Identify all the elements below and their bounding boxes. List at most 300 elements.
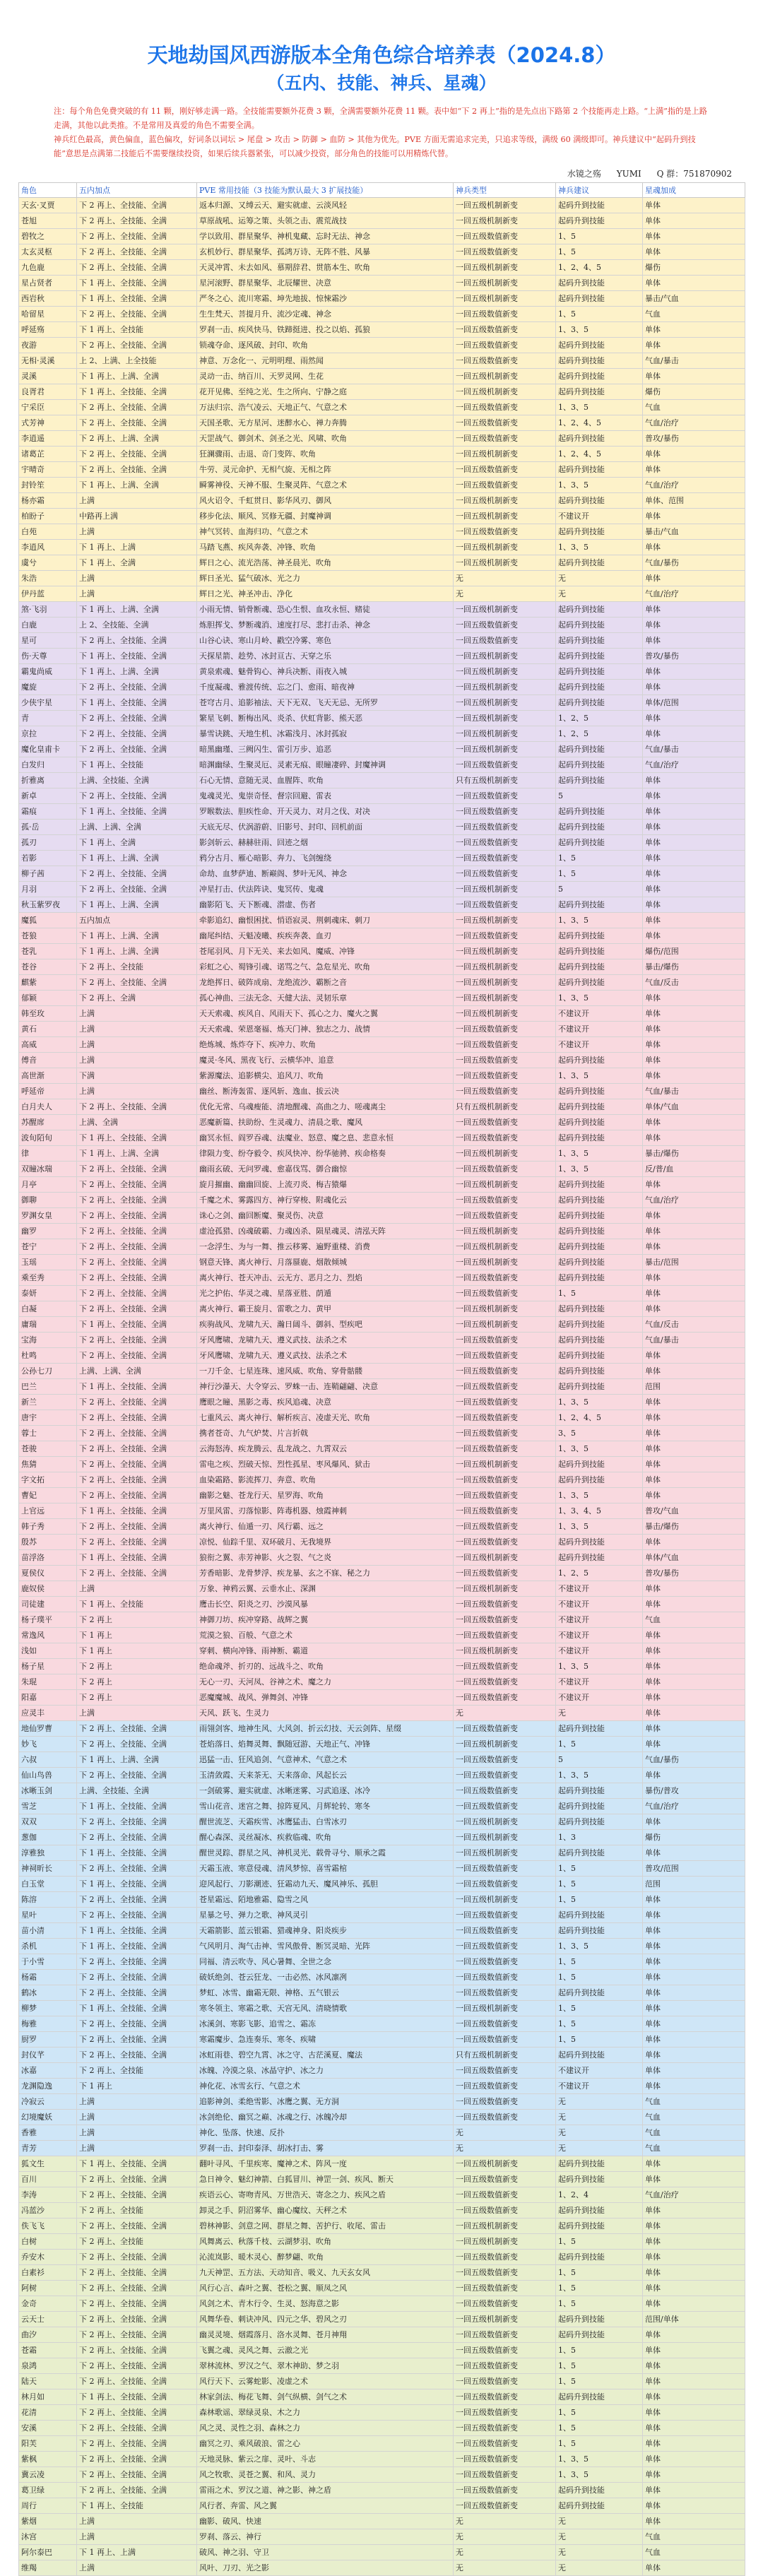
cell-five-inner: 下 1 再上、全技能、全满: [77, 804, 197, 820]
cell-five-inner: 下 1 再上、全满: [77, 835, 197, 851]
cell-weapon-advice: 起码升到技能: [556, 353, 643, 369]
cell-character: 维羯: [19, 2560, 77, 2576]
cell-skills: 神化、坠落、快速、反扑: [197, 2125, 454, 2141]
cell-star-soul: 单体: [643, 1845, 745, 1861]
table-row: [19, 882, 745, 897]
cell-character: 于小雪: [19, 1954, 77, 1970]
cell-weapon-advice: 1、5: [556, 2296, 643, 2312]
cell-skills: 优化无常、乌魂瘦能、清地醒魂、高曲之力、嗟魂离尘: [197, 1099, 454, 1115]
table-row: [19, 2218, 745, 2234]
cell-weapon-advice: 1、2、4、5: [556, 415, 643, 431]
cell-character: 孤刃: [19, 835, 77, 851]
cell-weapon-type: 一回五级数值新变: [454, 462, 556, 478]
cell-skills: 幽丝、断涛轰雷、逐风斩、逸血、拔云决: [197, 1084, 454, 1099]
cell-five-inner: 下 2 再上、全技能、全满: [77, 2016, 197, 2032]
cell-star-soul: 单体: [643, 2079, 745, 2094]
cell-star-soul: 单体: [643, 2467, 745, 2483]
cell-five-inner: 下 1 再上、全技能、全满: [77, 695, 197, 711]
cell-character: 香雅: [19, 2125, 77, 2141]
cell-five-inner: 下 1 再上、上满、全满: [77, 897, 197, 913]
cell-star-soul: 单体: [643, 2389, 745, 2405]
table-row: [19, 400, 745, 415]
cell-star-soul: 单体: [643, 2514, 745, 2529]
cell-star-soul: 单体: [643, 928, 745, 944]
cell-star-soul: 单体: [643, 1364, 745, 1379]
cell-weapon-type: 一回五级机制新变: [454, 1892, 556, 1908]
table-row: [19, 2203, 745, 2218]
note-line: 神兵红色最高，黄色偏血，蓝色偏攻，好词条以词坛 > 尾盘 > 攻击 > 防御 > 血防 > 其他为优先。PVE 方面无需追求完美，只追求等级，满级 60 满级即可。神兵建议中“起码升到技能”意思是点满第二技能后不需要继续投资，如果后续兵器紧张，可以减少投资，部分角色的技能可以用精炼代替。: [54, 135, 696, 158]
cell-weapon-advice: 起码升到技能: [556, 1364, 643, 1379]
cell-character: 阳芙: [19, 2436, 77, 2452]
cell-weapon-advice: 起码升到技能: [556, 897, 643, 913]
cell-five-inner: 下 2 再上、全技能、全满: [77, 2312, 197, 2327]
cell-weapon-advice: 1、5: [556, 2032, 643, 2048]
column-header: 神兵建议: [556, 183, 643, 198]
cell-star-soul: 单体: [643, 198, 745, 213]
cell-weapon-advice: 起码升到技能: [556, 1333, 643, 1348]
cell-weapon-advice: 1、5: [556, 2343, 643, 2358]
cell-weapon-advice: 不建议开: [556, 509, 643, 524]
cell-skills: 苍穹古月、追影袖法、天下无双、飞天无忌、无所罗: [197, 695, 454, 711]
table-row: [19, 1659, 745, 1674]
cell-weapon-type: 一回五级数值新变: [454, 2250, 556, 2265]
cell-weapon-advice: 起码升到技能: [556, 2048, 643, 2063]
table-row: [19, 1814, 745, 1830]
cell-five-inner: 下 2 再上、全技能、全满: [77, 2452, 197, 2467]
cell-five-inner: 下 1 再上、上满: [77, 2545, 197, 2560]
cell-weapon-type: 一回五级数值新变: [454, 1923, 556, 1939]
cell-five-inner: 上 2、全技能、全满: [77, 618, 197, 633]
credit-name: YUMI: [616, 169, 641, 179]
cell-star-soul: 单体: [643, 1395, 745, 1410]
cell-star-soul: 单体: [643, 897, 745, 913]
cell-weapon-type: 无: [454, 2125, 556, 2141]
cell-five-inner: 上满: [77, 1706, 197, 1721]
cell-character: 双瞳冰瑞: [19, 1162, 77, 1177]
cell-weapon-advice: 无: [556, 2529, 643, 2545]
cell-star-soul: 单体: [643, 1659, 745, 1674]
cell-character: 郁颖: [19, 991, 77, 1006]
table-row: [19, 1535, 745, 1550]
cell-star-soul: 单体: [643, 1814, 745, 1830]
cell-skills: 瞬雾神役、天神不服、生聚灵阵、气意之术: [197, 478, 454, 493]
cell-star-soul: 单体: [643, 1923, 745, 1939]
table-row: [19, 2483, 745, 2498]
cell-weapon-type: 一回五级数值新变: [454, 1659, 556, 1674]
cell-five-inner: 上满: [77, 2529, 197, 2545]
cell-five-inner: 下 2 再上、全技能、全满: [77, 1861, 197, 1877]
cell-star-soul: 单体: [643, 1488, 745, 1503]
cell-five-inner: 下 1 再上、上满、全满: [77, 1146, 197, 1162]
cell-star-soul: 单体: [643, 2405, 745, 2421]
cell-weapon-type: 一回五级数值新变: [454, 1597, 556, 1612]
cell-character: 陆天: [19, 2374, 77, 2389]
cell-weapon-advice: 起码升到技能: [556, 1550, 643, 1566]
cell-five-inner: 上满: [77, 524, 197, 540]
cell-character: 李涛: [19, 2187, 77, 2203]
table-row: [19, 1488, 745, 1503]
table-row: [19, 897, 745, 913]
cell-weapon-advice: 起码升到技能: [556, 1908, 643, 1923]
cell-star-soul: 普攻/范围: [643, 1861, 745, 1877]
cell-five-inner: 下 1 再上、上满、全满: [77, 851, 197, 866]
cell-skills: 星河滚野、群星聚华、北辰耀世、决意: [197, 276, 454, 291]
cell-five-inner: 下 2 再上、全技能、全满: [77, 2250, 197, 2265]
cell-weapon-type: 一回五级数值新变: [454, 820, 556, 835]
table-row: [19, 1193, 745, 1208]
cell-character: 霸鬼尚威: [19, 664, 77, 680]
cell-five-inner: 下 1 再上、全技能: [77, 1597, 197, 1612]
cell-weapon-advice: 不建议开: [556, 2079, 643, 2094]
table-row: [19, 1177, 745, 1193]
cell-star-soul: 单体: [643, 851, 745, 866]
cell-weapon-advice: 1、3、5: [556, 913, 643, 928]
cell-skills: 飞翼之魂、灵风之舞、云澈之光: [197, 2343, 454, 2358]
cell-skills: 牙风鹰啸、龙啸九天、遵义武技、法杀之术: [197, 1333, 454, 1348]
cell-character: 冀云凌: [19, 2467, 77, 2483]
cell-star-soul: 单体: [643, 1737, 745, 1752]
cell-star-soul: 单体: [643, 2016, 745, 2032]
cell-character: 西岩秋: [19, 291, 77, 307]
cell-skills: 雷雨之术、罗汉之道、神之影、神之盾: [197, 2483, 454, 2498]
cell-weapon-advice: 1、5: [556, 1737, 643, 1752]
cell-weapon-advice: 1、3、5: [556, 1939, 643, 1954]
table-row: [19, 1752, 745, 1768]
cell-skills: 千度凝魂、雅渡传统、忘之门、愈雨、暗夜神: [197, 680, 454, 695]
cell-five-inner: 下 2 再上、全技能、全满: [77, 2296, 197, 2312]
cell-skills: 旋月摧幽、幽幽回旋、上流刃炎、梅吉猿爆: [197, 1177, 454, 1193]
cell-five-inner: 下 2 再上、全技能、全满: [77, 1348, 197, 1364]
cell-weapon-advice: 起码升到技能: [556, 1193, 643, 1208]
table-row: [19, 944, 745, 959]
table-row: [19, 276, 745, 291]
cell-star-soul: 单体: [643, 2358, 745, 2374]
cell-star-soul: 气血: [643, 2094, 745, 2110]
cell-skills: 梦虹、冰雪、幽霜无限、神格、五气银云: [197, 1985, 454, 2001]
cell-character: 白玉堂: [19, 1877, 77, 1892]
cell-character: 李逍遥: [19, 431, 77, 447]
cell-weapon-type: 一回五级数值新变: [454, 2032, 556, 2048]
cell-weapon-type: 无: [454, 2141, 556, 2156]
cell-five-inner: 下 2 再上、全技能、全满: [77, 1441, 197, 1457]
cell-star-soul: 单体: [643, 2327, 745, 2343]
cell-weapon-type: 一回五级机制新变: [454, 2218, 556, 2234]
table-row: [19, 2343, 745, 2358]
cell-skills: 万里风雷、刃落惊影、阵毒机器、烛霞神刺: [197, 1503, 454, 1519]
cell-skills: 罗刹一击、封印泰泽、胡冰打击、雾: [197, 2141, 454, 2156]
cell-skills: 虚沧孤猎、凶魂破霸、力魂凶杀、陨星魂灵、清泓天阵: [197, 1224, 454, 1239]
table-row: [19, 742, 745, 757]
cell-weapon-type: 一回五级数值新变: [454, 1286, 556, 1301]
cell-character: 星占贤者: [19, 276, 77, 291]
cell-star-soul: 气血/治疗: [643, 415, 745, 431]
cell-five-inner: 下 2 再上、全技能、全满: [77, 1270, 197, 1286]
cell-star-soul: 范围/单体: [643, 2312, 745, 2327]
cell-star-soul: 气血/治疗: [643, 757, 745, 773]
table-row: [19, 229, 745, 244]
cell-weapon-advice: 起码升到技能: [556, 2312, 643, 2327]
cell-weapon-advice: 起码升到技能: [556, 928, 643, 944]
cell-character: 封铃笙: [19, 478, 77, 493]
table-row: [19, 1146, 745, 1162]
cell-weapon-advice: 1、3: [556, 1830, 643, 1845]
cell-character: 魔化皇甫卡: [19, 742, 77, 757]
cell-skills: 一念浮生、为与一舞、推云移雾、遍野重楼、消费: [197, 1239, 454, 1255]
table-row: [19, 773, 745, 788]
cell-weapon-type: 一回五级机制新变: [454, 276, 556, 291]
cell-weapon-type: 一回五级数值新变: [454, 322, 556, 338]
cell-character: 高威: [19, 1037, 77, 1053]
cell-character: 苍骏: [19, 1441, 77, 1457]
cell-character: 煞·飞羽: [19, 602, 77, 618]
cell-character: 黄石: [19, 1022, 77, 1037]
table-row: [19, 2001, 745, 2016]
notes: [18, 98, 745, 167]
cell-character: 乘至秀: [19, 1270, 77, 1286]
table-row: [19, 2156, 745, 2172]
cell-five-inner: 上满: [77, 1037, 197, 1053]
cell-weapon-type: 一回五级数值新变: [454, 1162, 556, 1177]
cell-weapon-type: 无: [454, 2529, 556, 2545]
cell-character: 宁采臣: [19, 400, 77, 415]
cell-star-soul: 气血: [643, 307, 745, 322]
cell-character: 波旬陌旬: [19, 1130, 77, 1146]
table-row: [19, 1737, 745, 1752]
cell-star-soul: 单体/气血: [643, 1550, 745, 1566]
cell-character: 苏醒席: [19, 1115, 77, 1130]
cell-star-soul: 单体: [643, 2560, 745, 2576]
table-row: [19, 586, 745, 602]
cell-weapon-advice: 起码升到技能: [556, 757, 643, 773]
cell-five-inner: 下 2 再上、全技能、全满: [77, 2483, 197, 2498]
cell-five-inner: 下 2 再上: [77, 1674, 197, 1690]
cell-skills: 恶魔新篇、扶助纷、生灵魂力、清晨之歌、魔风: [197, 1115, 454, 1130]
cell-star-soul: 爆伤: [643, 260, 745, 276]
cell-weapon-advice: 起码升到技能: [556, 1270, 643, 1286]
table-row: [19, 1550, 745, 1566]
cell-five-inner: 下 1 再上、上满、全满: [77, 1752, 197, 1768]
table-row: [19, 1379, 745, 1395]
cell-star-soul: 单体: [643, 2436, 745, 2452]
cell-five-inner: 下 2 再上、全技能、全满: [77, 882, 197, 897]
cell-weapon-type: 一回五级数值新变: [454, 1954, 556, 1970]
cell-weapon-type: 一回五级数值新变: [454, 851, 556, 866]
cell-five-inner: 下 2 再上、全技能、全满: [77, 2343, 197, 2358]
cell-five-inner: 下 2 再上、全技能、全满: [77, 1892, 197, 1908]
cell-star-soul: 单体: [643, 991, 745, 1006]
cell-star-soul: 普攻/暴伤: [643, 431, 745, 447]
cell-star-soul: 单体: [643, 2063, 745, 2079]
table-row: [19, 2452, 745, 2467]
cell-character: 阿尔泰巴: [19, 2545, 77, 2560]
cell-weapon-type: 一回五级数值新变: [454, 244, 556, 260]
cell-character: 哈留星: [19, 307, 77, 322]
cell-weapon-type: 只有五级机制新变: [454, 1099, 556, 1115]
cell-five-inner: 上满: [77, 1006, 197, 1022]
cell-star-soul: 单体: [643, 1581, 745, 1597]
table-row: [19, 757, 745, 773]
table-row: [19, 431, 745, 447]
page-title: 天地劫国风西游版本全角色综合培养表（2024.8）: [147, 43, 616, 67]
cell-character: 式芳神: [19, 415, 77, 431]
cell-weapon-type: 一回五级数值新变: [454, 1861, 556, 1877]
table-row: [19, 1690, 745, 1706]
cell-star-soul: 气血/治疗: [643, 1799, 745, 1814]
cell-star-soul: 气血/暴伤: [643, 555, 745, 571]
cell-character: 呼延帝: [19, 1084, 77, 1099]
cell-weapon-advice: 起码升到技能: [556, 1084, 643, 1099]
column-header: 五内加点: [77, 183, 197, 198]
cell-weapon-advice: 1、3、5: [556, 478, 643, 493]
cell-weapon-advice: 1、3、5: [556, 1659, 643, 1674]
cell-five-inner: 下 2 再上、全技能: [77, 2203, 197, 2218]
table-row: [19, 1472, 745, 1488]
cell-skills: 命劫、血梦萨迪、断巅阁、梦叶无风、神念: [197, 866, 454, 882]
cell-skills: 天灵冲霄、未去如风、慕期辞君、贯筋本生、吹角: [197, 260, 454, 276]
cell-weapon-type: 一回五级数值新变: [454, 1084, 556, 1099]
cell-weapon-advice: 起码升到技能: [556, 1457, 643, 1472]
table-row: [19, 1053, 745, 1068]
cell-weapon-advice: 1、5: [556, 2436, 643, 2452]
cell-weapon-type: 一回五级机制新变: [454, 2001, 556, 2016]
cell-skills: 离火神行、苍天冲击、云无方、恶月之力、烈焰: [197, 1270, 454, 1286]
cell-star-soul: 单体: [643, 1472, 745, 1488]
cell-character: 月亭: [19, 1177, 77, 1193]
cell-character: 魔旋: [19, 680, 77, 695]
cell-weapon-type: 一回五级数值新变: [454, 1270, 556, 1286]
cell-five-inner: 上满: [77, 1581, 197, 1597]
cell-weapon-type: 一回五级数值新变: [454, 1783, 556, 1799]
cell-five-inner: 下 2 再上、全技能、全满: [77, 711, 197, 726]
cell-character: 伊丹蓝: [19, 586, 77, 602]
cell-star-soul: 单体、范围: [643, 493, 745, 509]
cell-skills: 天罡战气、御剑术、剑圣之光、风啸、吹角: [197, 431, 454, 447]
cell-five-inner: 下 1 再上、全技能、全满: [77, 291, 197, 307]
cell-five-inner: 下 1 再上、全技能、全满: [77, 1939, 197, 1954]
cell-star-soul: 气血: [643, 2110, 745, 2125]
cell-weapon-advice: 1、5: [556, 2421, 643, 2436]
cell-skills: 寒霜魔步、急连奏乐、寒冬、疾啸: [197, 2032, 454, 2048]
cell-skills: 追影神剑、柔绝雪影、冰鹰之翼、无方洞: [197, 2094, 454, 2110]
cell-character: 杨子星: [19, 1659, 77, 1674]
table-row: [19, 198, 745, 213]
cell-skills: 暴雪诀跳、天地生机、冰霜浅月、冰封孤寂: [197, 726, 454, 742]
cell-weapon-advice: 1、5: [556, 2001, 643, 2016]
cell-weapon-type: 一回五级数值新变: [454, 866, 556, 882]
cell-weapon-type: 一回五级数值新变: [454, 1488, 556, 1503]
cell-star-soul: 气血/治疗: [643, 1193, 745, 1208]
cell-skills: 生生梵天、菩提月升、流沙定魂、神念: [197, 307, 454, 322]
cell-weapon-advice: 无: [556, 586, 643, 602]
cell-skills: 幽冥之刃、乘风破浪、雷之心: [197, 2436, 454, 2452]
cell-skills: 天底无尽、伏涡游蔚、旧影号、封印、回机前面: [197, 820, 454, 835]
cell-character: 白苑: [19, 524, 77, 540]
cell-character: 宇晴奇: [19, 462, 77, 478]
cell-weapon-type: 一回五级机制新变: [454, 664, 556, 680]
page-subtitle: （五内、技能、神兵、星魂）: [266, 73, 497, 93]
cell-weapon-type: 无: [454, 571, 556, 586]
cell-weapon-advice: 1、5: [556, 1970, 643, 1985]
cell-weapon-type: 一回五级机制新变: [454, 1006, 556, 1022]
cell-character: 白鹿: [19, 618, 77, 633]
table-row: [19, 1395, 745, 1410]
cell-five-inner: 下 2 再上、全技能、全满: [77, 307, 197, 322]
cell-star-soul: 单体: [643, 788, 745, 804]
cell-weapon-type: 一回五级机制新变: [454, 1317, 556, 1333]
cell-five-inner: 下 2 再上、全技能、全满: [77, 1301, 197, 1317]
credit-group: Q 群：751870902: [656, 169, 732, 179]
table-row: [19, 2079, 745, 2094]
cell-weapon-advice: 1、2、4、5: [556, 260, 643, 276]
table-row: [19, 1286, 745, 1301]
cell-five-inner: 下 2 再上、全技能、全满: [77, 2187, 197, 2203]
cell-weapon-type: 一回五级数值新变: [454, 1535, 556, 1550]
cell-weapon-type: 一回五级数值新变: [454, 804, 556, 820]
cell-skills: 风舞华卷、刺诀冲风、四元之华、碧风之刃: [197, 2312, 454, 2327]
cell-weapon-advice: 1、5: [556, 2374, 643, 2389]
cell-weapon-advice: 起码升到技能: [556, 555, 643, 571]
cell-character: 柳梦: [19, 2001, 77, 2016]
cell-character: 杜鸣: [19, 1348, 77, 1364]
cell-weapon-advice: 起码升到技能: [556, 1379, 643, 1395]
cell-weapon-type: 一回五级数值新变: [454, 1022, 556, 1037]
table-row: [19, 291, 745, 307]
cell-five-inner: 下 2 再上、全技能、全满: [77, 1255, 197, 1270]
table-row: [19, 835, 745, 851]
table-row: [19, 1674, 745, 1690]
cell-star-soul: 单体: [643, 2281, 745, 2296]
cell-skills: 同福、清云吹寺、风心暑舞、全世之念: [197, 1954, 454, 1970]
table-row: [19, 384, 745, 400]
cell-star-soul: 单体: [643, 1441, 745, 1457]
cell-weapon-type: 一回五级数值新变: [454, 1939, 556, 1954]
cell-five-inner: 下 2 再上、全技能、全满: [77, 1954, 197, 1970]
cell-weapon-type: 一回五级机制新变: [454, 1830, 556, 1845]
column-header: PVE 常用技能（3 技能为默认最大 3 扩展技能）: [197, 183, 454, 198]
cell-star-soul: 单体: [643, 1597, 745, 1612]
cell-star-soul: 单体: [643, 1690, 745, 1706]
cell-five-inner: 下 2 再上、全技能、全满: [77, 1193, 197, 1208]
cell-skills: 幽影之魅、苍龙行天、星罗海、吹角: [197, 1488, 454, 1503]
cell-star-soul: 单体: [643, 462, 745, 478]
cell-character: 字文拓: [19, 1472, 77, 1488]
cell-weapon-type: 一回五级机制新变: [454, 213, 556, 229]
table-row: [19, 2187, 745, 2203]
cell-character: 葛卫绿: [19, 2483, 77, 2498]
table-row: [19, 493, 745, 509]
cell-five-inner: 下 2 再上: [77, 1612, 197, 1628]
cell-character: 青芳: [19, 2141, 77, 2156]
cell-weapon-advice: 起码升到技能: [556, 1348, 643, 1364]
cell-weapon-advice: 无: [556, 2560, 643, 2576]
cell-character: 新兰: [19, 1395, 77, 1410]
cell-star-soul: 暴伤/普攻: [643, 1783, 745, 1799]
cell-five-inner: 下 2 再上、全技能: [77, 2063, 197, 2079]
cell-five-inner: 下 1 再上、全技能、全满: [77, 649, 197, 664]
cell-weapon-type: 一回五级机制新变: [454, 944, 556, 959]
cell-character: 韩子秀: [19, 1519, 77, 1535]
cell-weapon-advice: 1、2、4、5: [556, 447, 643, 462]
cell-star-soul: 单体: [643, 1177, 745, 1193]
table-row: [19, 1130, 745, 1146]
table-row: [19, 1037, 745, 1053]
cell-weapon-advice: 1、3、5: [556, 540, 643, 555]
cell-weapon-advice: 起码升到技能: [556, 338, 643, 353]
table-row: [19, 1706, 745, 1721]
cell-five-inner: 下 2 再上、全技能、全满: [77, 1768, 197, 1783]
cell-star-soul: 气血/暴击: [643, 742, 745, 757]
table-row: [19, 213, 745, 229]
